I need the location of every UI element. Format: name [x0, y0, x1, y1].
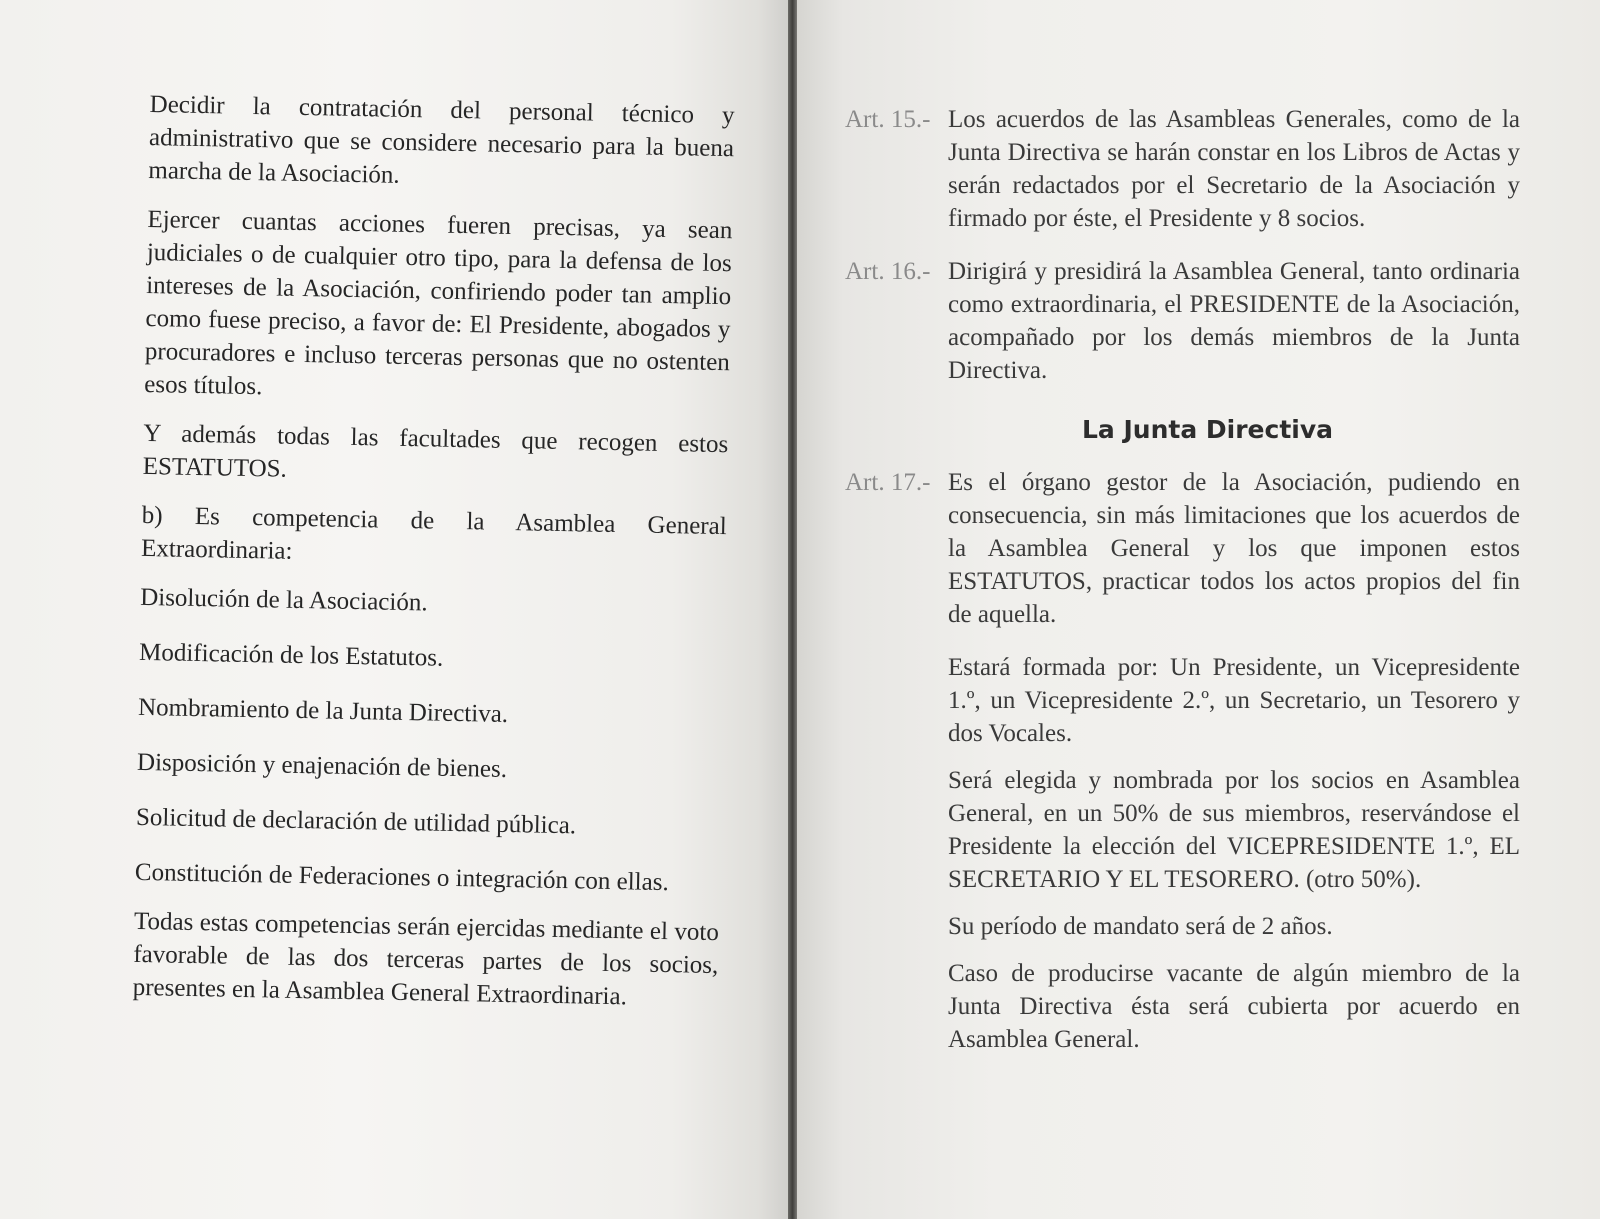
- article-number: Art. 15.-: [845, 106, 931, 133]
- list-item-disposicion: Disposición y enajenación de bienes.: [136, 748, 508, 783]
- paragraph-ejercer-acciones: Ejercer cuantas acciones fueren precisas, ya sean judiciales o de cualquier otro tipo, para la defensa de los intereses de la Asociación, confiriendo poder tan amplio como fuese preciso, a favor de: El Presidente, abogados y procuradores e incluso terceras personas que no ostenten esos títulos.: [144, 205, 733, 401]
- article-text: Los acuerdos de las Asambleas Generales, como de la Junta Directiva se harán constar en los Libros de Actas y serán redactados por el Secretario de la Asociación y firmado por éste, el Presidente y 8 socios.: [948, 106, 1520, 232]
- section-heading: La Junta Directiva: [1081, 415, 1334, 444]
- article-16: [845, 255, 1520, 387]
- list-item-constitucion: Constitución de Federaciones o integración con ellas.: [134, 858, 669, 897]
- list-item-solicitud: Solicitud de declaración de utilidad pública.: [135, 803, 577, 840]
- right-page-text: [845, 103, 1520, 1070]
- list-item-nombramiento: Nombramiento de la Junta Directiva.: [137, 693, 509, 728]
- article-number: Art. 17.-: [845, 469, 931, 496]
- paragraph-contratacion: Decidir la contratación del personal técnico y administrativo que se considere necesario para la buena marcha de la Asociación.: [148, 90, 735, 189]
- paragraph-mandato: Su período de mandato será de 2 años.: [948, 913, 1333, 940]
- paragraph-eleccion: Será elegida y nombrada por los socios en Asamblea General, en un 50% de sus miembros, reservándose el Presidente la elección del VICEPRESIDENTE 1.º, EL SECRETARIO Y EL TESORERO. (otro 50%).: [948, 767, 1520, 893]
- paragraph-composicion: Estará formada por: Un Presidente, un Vicepresidente 1.º, un Vicepresidente 2.º, un Secretario, un Tesorero y dos Vocales.: [948, 654, 1520, 747]
- paragraph-voto-favorable: Todas estas competencias serán ejercidas mediante el voto favorable de las dos terceras partes de los socios, presentes en la Asamblea General Extraordinaria.: [132, 907, 720, 1011]
- list-item-modificacion: Modificación de los Estatutos.: [138, 638, 444, 672]
- article-number: Art. 16.-: [845, 258, 931, 285]
- list-item-disolucion: Disolución de la Asociación.: [139, 583, 428, 617]
- book-gutter: [788, 0, 797, 1219]
- article-15: [845, 103, 1520, 235]
- paragraph-vacante: Caso de producirse vacante de algún miembro de la Junta Directiva ésta será cubierta por acuerdo en Asamblea General.: [948, 960, 1520, 1053]
- article-text: Es el órgano gestor de la Asociación, pudiendo en consecuencia, sin más limitaciones que los acuerdos de la Asamblea General y los que imponen estos ESTATUTOS, practicar todos los actos propios del fin de aquella.: [948, 469, 1520, 628]
- left-page-text: [132, 88, 735, 1031]
- article-text: Dirigirá y presidirá la Asamblea General, tanto ordinaria como extraordinaria, el PRESIDENTE de la Asociación, acompañado por los demás miembros de la Junta Directiva.: [948, 258, 1520, 384]
- paragraph-facultades: Y además todas las facultades que recogen estos ESTATUTOS.: [142, 419, 729, 483]
- article-17: [845, 466, 1520, 631]
- paragraph-competencia-extraordinaria: b) Es competencia de la Asamblea General Extraordinaria:: [140, 501, 727, 565]
